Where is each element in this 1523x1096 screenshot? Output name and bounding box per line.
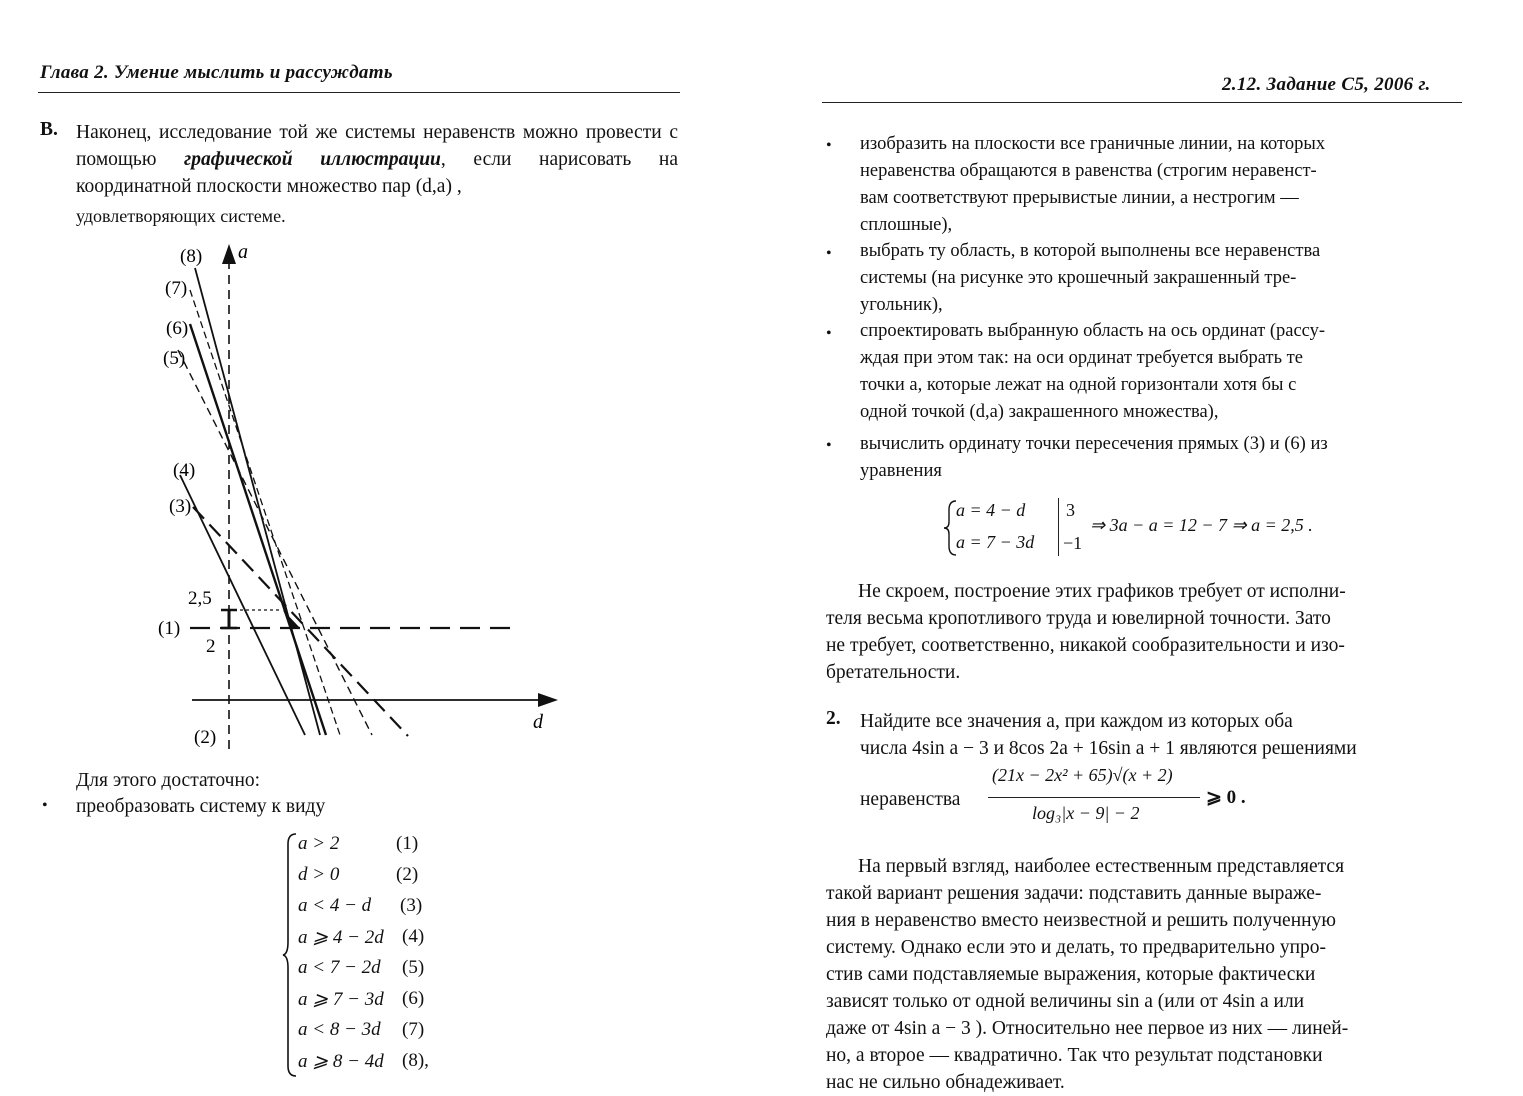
bullet-item-3: спроектировать выбранную область на ось ординат (рассу- ждая при этом так: на оси ординат требуется выбрать те точки a, которые лежат на одной горизонтали хотя бы с одной точкой (d,a) закрашенного множества), bbox=[860, 321, 1326, 422]
fraction-denominator: log₃|x − 9| − 2 bbox=[1032, 803, 1140, 823]
intro-paragraph bbox=[76, 119, 678, 200]
fraction-numerator: (21x − 2x² + 65)√(x + 2) bbox=[992, 765, 1173, 785]
left-page bbox=[0, 0, 760, 1089]
eq-result: ⇒ 3a − a = 12 − 7 ⇒ a = 2,5 . bbox=[1090, 515, 1313, 535]
bullet-dot: • bbox=[42, 797, 48, 814]
eq-mult-1: 3 bbox=[1066, 500, 1075, 520]
header-rule bbox=[822, 102, 1462, 103]
line-8 bbox=[195, 268, 320, 735]
fraction-suffix: ⩾ 0 . bbox=[1206, 787, 1246, 808]
paragraph-effort: Не скроем, построение этих графиков требует от исполни- теля весьма кропотливого труда и ювелирной точности. Зато не требует, соответственно, никакой сообразительности и изо- бретательности. bbox=[826, 581, 1346, 683]
problem-statement: Найдите все значения a, при каждом из которых оба числа 4sin a − 3 и 8cos 2a + 16sin a + 1 являются решениями bbox=[860, 711, 1357, 759]
inequality-system bbox=[298, 833, 498, 1083]
bullet-dot: • bbox=[826, 437, 832, 454]
label-4: (4) bbox=[173, 460, 196, 481]
problem-prefix: неравенства bbox=[860, 789, 961, 810]
intro-text-3: удовлетворяющих системе. bbox=[76, 206, 286, 226]
line-7 bbox=[190, 290, 340, 735]
item-marker: В. bbox=[40, 119, 58, 140]
system-row: a ⩾ 4 − 2d (4) bbox=[298, 926, 425, 948]
eq-divider bbox=[1058, 498, 1059, 556]
label-3: (3) bbox=[169, 496, 192, 517]
y-axis-arrow bbox=[222, 244, 236, 264]
line-3 bbox=[193, 507, 408, 736]
system-row: a < 4 − d (3) bbox=[298, 895, 423, 916]
bullet-dot: • bbox=[826, 137, 832, 154]
system-row: a > 2 (1) bbox=[298, 833, 419, 854]
system-row: a < 7 − 2d (5) bbox=[298, 957, 425, 978]
system-row: a < 8 − 3d (7) bbox=[298, 1019, 425, 1040]
bullet-item-2: выбрать ту область, в которой выполнены все неравенства системы (на рисунке это крошечный закрашенный тре- угольник), bbox=[860, 241, 1321, 315]
axis-y-label: a bbox=[238, 241, 248, 263]
bullet-item-1: изобразить на плоскости все граничные линии, на которых неравенства обращаются в равенства (строгим неравенст- вам соответствуют прерывистые линии, а нестрогим — сплошные), bbox=[860, 134, 1326, 235]
x-axis-arrow bbox=[538, 693, 558, 707]
tick-2: 2 bbox=[206, 636, 216, 657]
bullet-transform: преобразовать систему к виду bbox=[76, 796, 326, 817]
enough-text: Для этого достаточно: bbox=[76, 770, 261, 791]
label-7: (7) bbox=[165, 278, 188, 299]
tick-2-5: 2,5 bbox=[188, 588, 212, 609]
label-5: (5) bbox=[163, 348, 186, 369]
label-1: (1) bbox=[158, 618, 181, 639]
eq-mult-2: −1 bbox=[1063, 533, 1083, 553]
intro-emphasis: графической иллюстрации bbox=[184, 149, 441, 170]
left-page-header: Глава 2. Умение мыслить и рассуждать bbox=[40, 62, 393, 83]
label-8: (8) bbox=[180, 246, 203, 267]
eq-row-1: a = 4 − d bbox=[956, 500, 1026, 520]
inequality-graph bbox=[0, 230, 760, 770]
label-6: (6) bbox=[166, 318, 189, 339]
system-row: a ⩾ 7 − 3d (6) bbox=[298, 988, 425, 1010]
label-2: (2) bbox=[194, 727, 217, 748]
right-page-header: 2.12. Задание С5, 2006 г. bbox=[1222, 74, 1431, 95]
eq-row-2: a = 7 − 3d bbox=[956, 532, 1035, 552]
intro-text-1: Наконец, исследование той же системы неравенств можно провести с помощью bbox=[76, 122, 678, 170]
right-page bbox=[760, 0, 1523, 1093]
bullet-dot: • bbox=[826, 245, 832, 262]
problem-marker: 2. bbox=[826, 708, 841, 729]
axis-x-label: d bbox=[533, 711, 543, 733]
system-row: d > 0 (2) bbox=[298, 864, 419, 885]
bullet-dot: • bbox=[826, 325, 832, 342]
paragraph-first-glance: На первый взгляд, наиболее естественным представляется такой вариант решения задачи: подставить данные выраже- ния в неравенство вместо неизвестной и решить полученную систему. Однако если это и делать, то предварительно упро- стив сами подставляемые выражения, которые фактически зависят только от одной величины sin a (или от 4sin a или даже от 4sin a − 3 ). Относительно нее первое из них — линей- но, а второе — квадратично. Так что результат подстановки нас не сильно обнадеживает. bbox=[826, 856, 1349, 1093]
system-row: a ⩾ 8 − 4d (8), bbox=[298, 1050, 429, 1072]
bullet-item-4: вычислить ординату точки пересечения прямых (3) и (6) из уравнения bbox=[860, 434, 1328, 481]
header-rule bbox=[38, 92, 680, 93]
intro-text-2: , если нарисовать на координатной плоскости множество пар (d,a) , bbox=[76, 149, 678, 197]
fraction-bar bbox=[988, 797, 1200, 798]
line-6 bbox=[190, 324, 326, 735]
